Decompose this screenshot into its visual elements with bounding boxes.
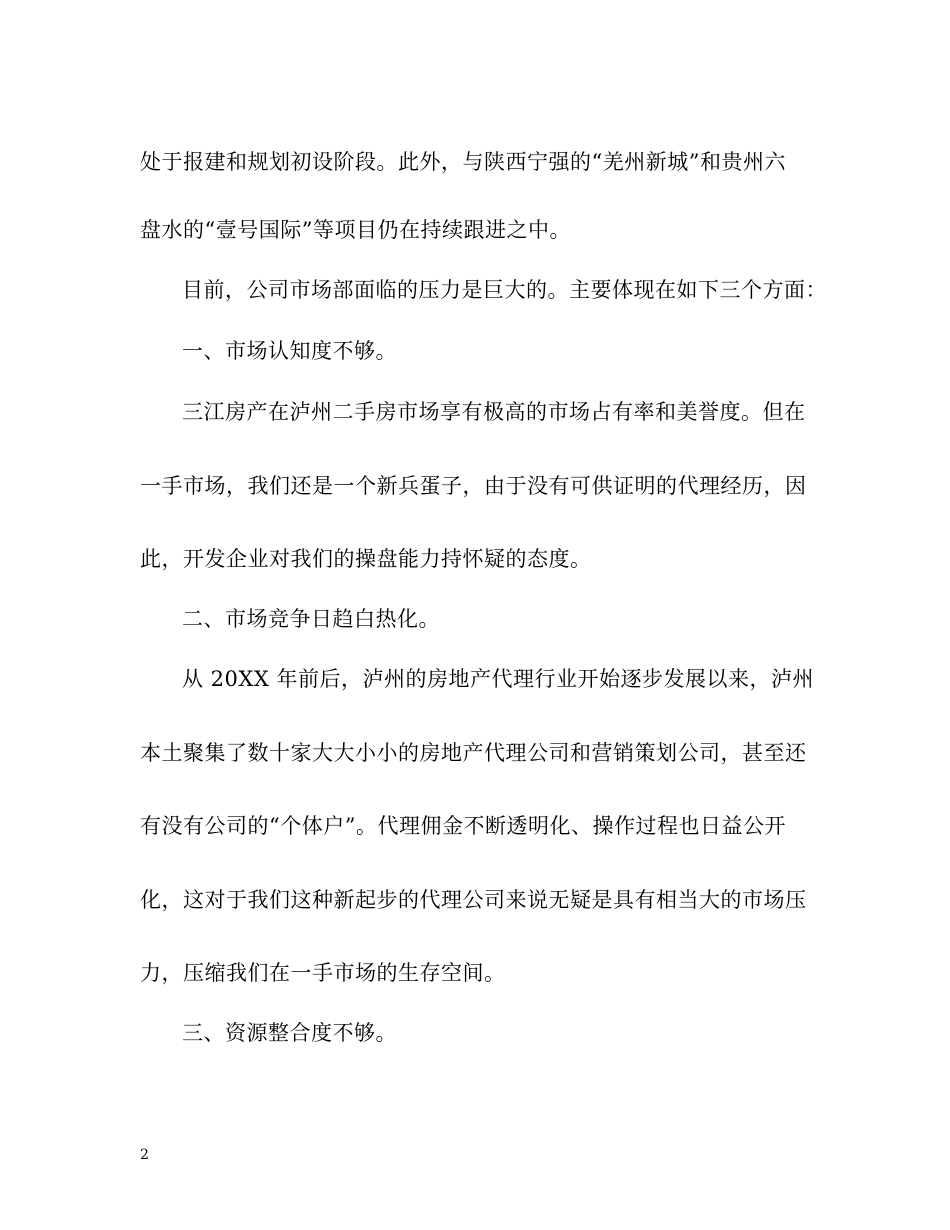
text-line-11: 有没有公司的“个体户”。代理佣金不断透明化、操作过程也日益公开: [140, 814, 786, 838]
text-line-9: 从 20XX 年前后，泸州的房地产代理行业开始逐步发展以来，泸州: [182, 667, 814, 691]
text-line-6: 一手市场，我们还是一个新兵蛋子，由于没有可供证明的代理经历，因: [140, 474, 807, 498]
text-line-12: 化，这对于我们这种新起步的代理公司来说无疑是具有相当大的市场压: [140, 888, 807, 912]
section-heading-3: 三、资源整合度不够。: [182, 1021, 397, 1045]
text-line-10: 本土聚集了数十家大大小小的房地产代理公司和营销策划公司，甚至还: [140, 741, 807, 765]
text-line-13: 力，压缩我们在一手市场的生存空间。: [140, 961, 506, 985]
text-line-5: 三江房产在泸州二手房市场享有极高的市场占有率和美誉度。但在: [182, 400, 806, 424]
text-line-2: 盘水的“壹号国际”等项目仍在持续跟进之中。: [140, 218, 571, 242]
section-heading-2: 二、市场竞争日趋白热化。: [182, 607, 440, 631]
page-number: 2: [140, 1147, 149, 1163]
section-heading-1: 一、市场认知度不够。: [182, 339, 397, 363]
text-line-1: 处于报建和规划初设阶段。此外，与陕西宁强的“羌州新城”和贵州六: [140, 150, 786, 174]
text-line-3: 目前，公司市场部面临的压力是巨大的。主要体现在如下三个方面：: [182, 278, 827, 302]
text-line-7: 此，开发企业对我们的操盘能力持怀疑的态度。: [140, 547, 592, 571]
